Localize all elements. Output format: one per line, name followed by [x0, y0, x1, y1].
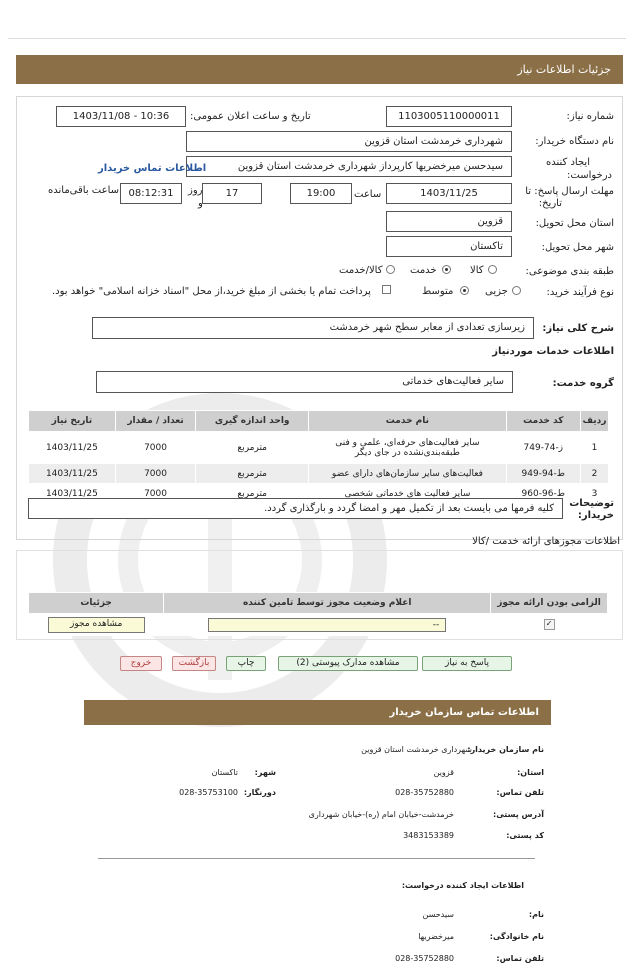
summary-label: شرح کلی نیاز:	[542, 323, 614, 334]
table-row	[29, 432, 609, 464]
permit-status-cell	[164, 614, 491, 636]
process-radio-medium[interactable]	[460, 286, 469, 295]
contact-org-label: نام سازمان خریدار:	[467, 745, 544, 754]
creator-field: سیدحسن میرخضریها کارپرداز شهرداری خرمدشت استان قزوین	[186, 156, 512, 177]
summary-field: زیرسازی تعدادی از معابر سطح شهر خرمدشت	[92, 317, 534, 339]
row-name: سایر فعالیت های خدماتی شخصی	[309, 484, 507, 504]
group-field: سایر فعالیت‌های خدماتی	[96, 371, 513, 393]
creator-info-title: اطلاعات ایجاد کننده درخواست:	[401, 881, 524, 890]
reply-button[interactable]: پاسخ به نیاز	[422, 656, 512, 671]
permits-table	[28, 592, 608, 636]
contact-address-value: خرمدشت-خیابان امام (ره)-خیابان شهرداری	[308, 810, 454, 819]
row-unit: مترمربع	[196, 484, 309, 504]
category-label: طبقه بندی موضوعی:	[525, 266, 614, 277]
category-radio-goods[interactable]	[488, 265, 497, 274]
process-label: نوع فرآیند خرید:	[546, 287, 614, 298]
contact-section-header: اطلاعات تماس سازمان خریدار	[84, 700, 551, 725]
buyer-contact-link[interactable]: اطلاعات تماس خریدار	[98, 163, 207, 174]
category-radio-both[interactable]	[386, 265, 395, 274]
contact-address-label: آدرس پستی:	[493, 810, 544, 819]
row-date: 1403/11/25	[29, 464, 116, 484]
page-header: جزئیات اطلاعات نیاز	[16, 55, 623, 84]
need-number-field: 1103005110000011	[386, 106, 512, 127]
row-name: فعالیت‌های سایر سازمان‌های دارای عضو	[309, 464, 507, 484]
row-name	[309, 432, 507, 464]
contact-fax-value: 028-35753100	[179, 788, 238, 797]
remaining-time-field: 08:12:31	[120, 183, 182, 204]
and-label: و	[198, 198, 203, 209]
deadline-label-1: مهلت ارسال پاسخ: تا	[525, 186, 614, 197]
process-option-medium: متوسط	[422, 286, 454, 297]
col-code: کد خدمت	[506, 411, 580, 432]
contact-city-label: شهر:	[254, 768, 276, 777]
permit-details-cell	[29, 614, 164, 636]
col-date: تاریخ نیاز	[29, 411, 116, 432]
row-qty: 7000	[115, 464, 195, 484]
permit-col-required: الزامی بودن ارائه مجوز	[491, 593, 608, 614]
row-idx: 2	[580, 464, 608, 484]
city-label: شهر محل تحویل:	[541, 242, 614, 253]
buyer-field: شهرداری خرمدشت استان قزوین	[186, 131, 512, 152]
announce-field: 1403/11/08 - 10:36	[56, 106, 186, 127]
creator-name-value: سیدحسن	[422, 910, 454, 919]
view-permit-button[interactable]: مشاهده مجوز	[48, 617, 145, 633]
province-label: استان محل تحویل:	[535, 218, 614, 229]
row-idx: 1	[580, 432, 608, 464]
row-qty: 7000	[115, 484, 195, 504]
city-field: تاکستان	[386, 236, 512, 257]
row-date: 1403/11/25	[29, 484, 116, 504]
row-qty: 7000	[115, 432, 195, 464]
services-table	[28, 410, 609, 504]
contact-city-value: تاکستان	[211, 768, 238, 777]
exit-button[interactable]: خروج	[120, 656, 162, 671]
creator-family-value: میرخضریها	[418, 932, 454, 941]
notes-field: کلیه فرمها می بایست بعد از تکمیل مهر و امضا گردد و بارگذاری گردد.	[28, 498, 563, 519]
payment-note: پرداخت تمام یا بخشی از مبلغ خرید،از محل "اسناد خزانه اسلامی" خواهد بود.	[52, 286, 371, 297]
contact-province-value: قزوین	[433, 768, 454, 777]
contact-province-label: استان:	[517, 768, 544, 777]
permit-col-status: اعلام وضعیت مجوز توسط تامین کننده	[164, 593, 491, 614]
contact-divider	[98, 858, 535, 859]
contact-postal-label: کد پستی:	[506, 831, 544, 840]
process-radio-minor[interactable]	[512, 286, 521, 295]
contact-phone-label: تلفن تماس:	[496, 788, 544, 797]
category-option-both: کالا/خدمت	[339, 265, 383, 276]
creator-label-1: ایجاد کننده	[546, 157, 590, 168]
permit-status-field[interactable]: --	[208, 618, 446, 632]
row-code: ط-96-960	[506, 484, 580, 504]
col-qty: تعداد / مقدار	[115, 411, 195, 432]
print-button[interactable]: چاپ	[226, 656, 266, 671]
remaining-label: ساعت باقی‌مانده	[48, 185, 120, 196]
deadline-label-2: تاریخ:	[538, 198, 562, 209]
days-field: 17	[202, 183, 262, 204]
notes-label-1: توضیحات	[569, 498, 614, 509]
category-option-service: خدمت	[410, 265, 437, 276]
creator-phone-label: تلفن تماس:	[496, 954, 544, 963]
category-radio-service[interactable]	[442, 265, 451, 274]
back-button[interactable]: بازگشت	[172, 656, 216, 671]
top-divider	[8, 38, 626, 39]
col-unit: واحد اندازه گیری	[196, 411, 309, 432]
row-name-line1: سایر فعالیت‌های حرفه‌ای، علمی و فنی	[335, 437, 480, 448]
permits-title: اطلاعات مجوزهای ارائه خدمت /کالا	[472, 536, 620, 547]
creator-label-2: درخواست:	[567, 170, 612, 181]
permit-col-details: جزئیات	[29, 593, 164, 614]
attachments-button[interactable]: مشاهده مدارک پیوستی (2)	[278, 656, 418, 671]
col-name: نام خدمت	[309, 411, 507, 432]
contact-org-value: شهرداری خرمدشت استان قزوین	[361, 745, 472, 754]
need-number-label: شماره نیاز:	[566, 111, 614, 122]
group-label: گروه خدمت:	[552, 378, 614, 389]
category-option-goods: کالا	[470, 265, 484, 276]
contact-fax-label: دورنگار:	[243, 788, 276, 797]
announce-label: تاریخ و ساعت اعلان عمومی:	[190, 111, 311, 122]
permit-required-cell	[491, 614, 608, 636]
province-field: قزوین	[386, 211, 512, 232]
buyer-label: نام دستگاه خریدار:	[535, 136, 614, 147]
deadline-time-field: 19:00	[290, 183, 352, 204]
table-row	[29, 464, 609, 484]
row-date: 1403/11/25	[29, 432, 116, 464]
contact-postal-value: 3483153389	[403, 831, 454, 840]
table-row	[29, 614, 608, 636]
creator-phone-value: 028-35752880	[395, 954, 454, 963]
row-name-line2: طبقه‌بندی‌نشده در جای دیگر	[354, 447, 460, 458]
deadline-time-label: ساعت	[354, 189, 382, 200]
check-icon: ✓	[544, 619, 555, 630]
row-idx: 3	[580, 484, 608, 504]
notes-label-2: خریدار:	[577, 510, 614, 521]
process-option-minor: جزیی	[485, 286, 508, 297]
creator-family-label: نام خانوادگی:	[489, 932, 544, 941]
deadline-date-field: 1403/11/25	[386, 183, 512, 204]
row-unit: مترمربع	[196, 464, 309, 484]
treasury-checkbox[interactable]	[382, 285, 391, 294]
days-label: روز	[188, 185, 203, 196]
contact-phone-value: 028-35752880	[395, 788, 454, 797]
row-code: ز-74-749	[506, 432, 580, 464]
services-title: اطلاعات خدمات موردنیاز	[492, 346, 614, 357]
creator-name-label: نام:	[528, 910, 544, 919]
col-idx: ردیف	[580, 411, 608, 432]
row-code: ط-94-949	[506, 464, 580, 484]
row-unit: مترمربع	[196, 432, 309, 464]
